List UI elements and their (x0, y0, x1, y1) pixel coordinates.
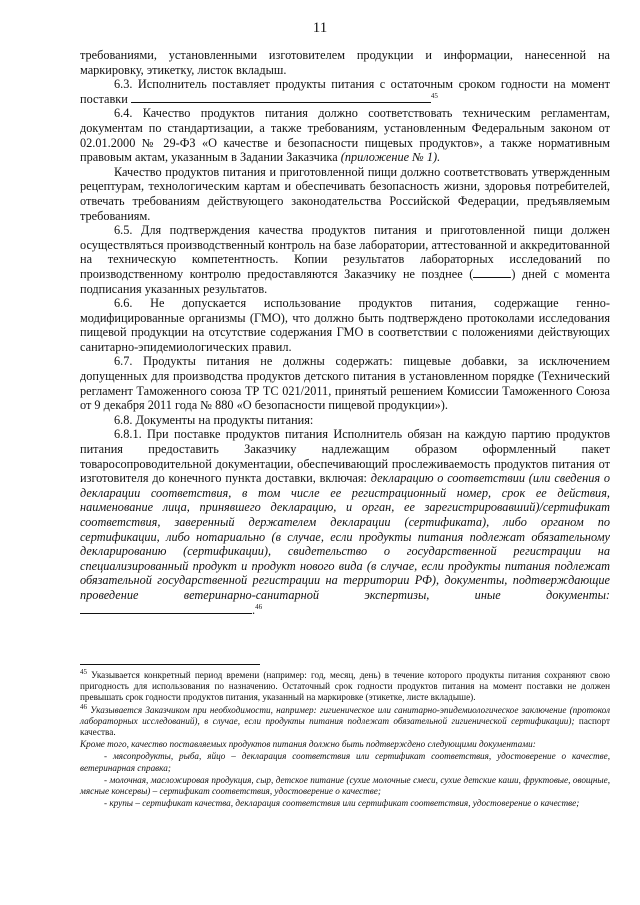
footnote-45 (80, 667, 610, 704)
fill-in-blank (131, 92, 431, 103)
footnote-46-extra-text: Кроме того, качество поставляемых продуктов питания должно быть подтверждено следующими документами: (80, 739, 536, 750)
paragraph-6-4 (80, 106, 610, 164)
footnote-46-item-meat-text: - мясопродукты, рыба, яйцо – декларация соответствия или сертификат соответствия, удостоверение о качестве, ветеринарная справка; (80, 751, 610, 773)
paragraph-6-8-1: 6.8.1. При поставке продуктов питания Исполнитель обязан на каждую партию продуктов питания предоставить Заказчику надлежащим образом оформленный пакет товаросопроводительной документации, обеспечивающий прослеживаемость продуктов питания от изготовителя до конечного пункта доставки, включая: декларацию о соответствии (или сведения о декларации соответствия, в том числе ее регистрационный номер, срок ее действия, наименование лица, принявшего декларацию, и орган, ее зарегистрировавший)/сертификат соответствия, заверенный держателем декларации (сертификата), либо органом по сертификации, либо нотариально (в случае, если продукты питания подлежат обязательному декларированию (сертификации), свидетельство о государственной регистрации на специализированный продукт и продукт нового вида (в случае, если продукты питания подлежат обязательной государственной регистрации на территории РФ), документы, подтверждающие проведение ветеринарно-санитарной экспертизы, иные документы:.$^{46}$ (80, 427, 611, 617)
paragraph-6-5-text-b: ) дней с момента подписания указанных результатов. (80, 266, 610, 296)
paragraph-6-7: 6.7. Продукты питания не должны содержать: пищевые добавки, за исключением допущенных для производства продуктов детского питания в установленном порядке (Технический регламент Таможенного союза ТР ТС 021/2011, принятый решением Комиссии Таможенного Союза от 9 декабря 2011 года № 880 «О безопасности пищевой продукции»). (80, 354, 610, 413)
paragraph-6-5-text-a: 6.5. Для подтверждения качества продуктов питания и приготовленной пищи должен осуществляться производственный контроль на базе лаборатории, аттестованной и аккредитованной на техническую компетентность. Копии результатов лабораторных исследований по производственному контролю предоставляются Заказчику не позднее ( (80, 223, 610, 281)
footnote-ref-45: 45 (430, 91, 438, 100)
footnote-45-text: Указывается конкретный период времени (например: год, месяц, день) в течение которого продукты питания сохраняют свою пригодность для использования по назначению. Остаточный срок годности продуктов питания на момент поставки не должен превышать срок годности продуктов питания, указанный на маркировке (этикетке, листе вкладыше). (80, 670, 610, 703)
fill-in-blank (473, 267, 511, 278)
paragraph-6-4-quality: Качество продуктов питания и приготовленной пищи должно соответствовать утвержденным рецептурам, технологическим картам и обеспечивать безопасность жизни, здоровья потребителей, отвечать требованиям действующего законодательства Российской Федерации, предъявляемым требованиям. (80, 164, 610, 223)
footnote-46-italic: Указывается Заказчиком при необходимости, например: гигиеническое или санитарно-эпидемиологическое заключение (протокол лабораторных исследований), в случае, если продукты питания подлежат обязательной гигиенической сертификации); (80, 704, 611, 726)
footnote-46 (80, 702, 611, 739)
footnote-46-item-grains (80, 798, 610, 809)
footnote-46-item-meat (80, 751, 610, 773)
footnote-46-text: паспорт качества. (80, 715, 610, 738)
paragraph-6-8-1-text: 6.8.1. При поставке продуктов питания Исполнитель обязан на каждую партию продуктов питания предоставить Заказчику надлежащим образом оформленный пакет товаросопроводительной документации, обеспечивающий прослеживаемость продуктов питания от изготовителя до конечного пункта доставки, включая: (80, 427, 610, 486)
footnote-45-number: 45 (80, 667, 87, 676)
paragraph-6-3 (80, 77, 610, 106)
paragraph-6-3-text: 6.3. Исполнитель поставляет продукты питания с остаточным сроком годности на момент поставки (80, 77, 610, 106)
main-text (80, 48, 610, 617)
paragraph-6-6: 6.6. Не допускается использование продуктов питания, содержащие генно-модифицированные организмы (ГМО), что должно быть подтверждено протоколами исследования пищевой продукции на отсутствие содержания ГМО в соответствии с положениями действующих санитарно-эпидемиологических правил. (80, 296, 610, 354)
footnote-46-extra (80, 739, 610, 750)
footnote-46-item-dairy (80, 775, 610, 797)
fill-in-blank (80, 603, 252, 614)
footnote-46-item-dairy-text: - молочная, масложировая продукция, сыр, детское питание (сухие молочные смеси, сухие детские каши, фруктовые, овощные, мясные консервы) – сертификат соответствия, удостоверение о качестве; (80, 774, 610, 797)
footnotes (80, 667, 611, 810)
paragraph-6-8-1-italic: декларацию о соответствии (или сведения о декларации соответствия, в том числе ее регистрационный номер, срок ее действия, наименование лица, принявшего декларацию, и орган, ее зарегистрировавший)/сертификат соответствия, заверенный держателем декларации (сертификата), либо органом по сертификации, либо нотариально (в случае, если продукты питания подлежат обязательному декларированию (сертификации), свидетельство о государственной регистрации на специализированный продукт и продукт нового вида (в случае, если продукты питания подлежат обязательной государственной регистрации на территории РФ), документы, подтверждающие проведение ветеринарно-санитарной экспертизы, иные документы: (80, 471, 611, 602)
paragraph-6-8: 6.8. Документы на продукты питания: (114, 412, 314, 427)
footnote-46-item-grains-text: - крупы – сертификат качества, декларация соответствия или сертификат соответствия, удостоверение о качестве; (104, 798, 580, 809)
footnote-ref-46: 46 (255, 602, 263, 611)
paragraph-continuation: требованиями, установленными изготовителем продукции и информации, нанесенной на маркировку, этикетку, листок вкладыш. (80, 48, 610, 77)
paragraph-6-4-text: 6.4. Качество продуктов питания должно соответствовать техническим регламентам, документам по стандартизации, а также требованиям, установленным Федеральным законом от 02.01.2000 № 29-ФЗ «О качестве и безопасности пищевых продуктов», а также нормативным правовым актам, указанным в Задании Заказчика (80, 106, 610, 165)
paragraph-6-5 (80, 223, 610, 296)
footnote-separator (80, 664, 260, 665)
page-number: 11 (312, 20, 328, 36)
footnote-46-number: 46 (80, 702, 87, 711)
paragraph-6-4-italic: (приложение № 1). (340, 150, 441, 165)
